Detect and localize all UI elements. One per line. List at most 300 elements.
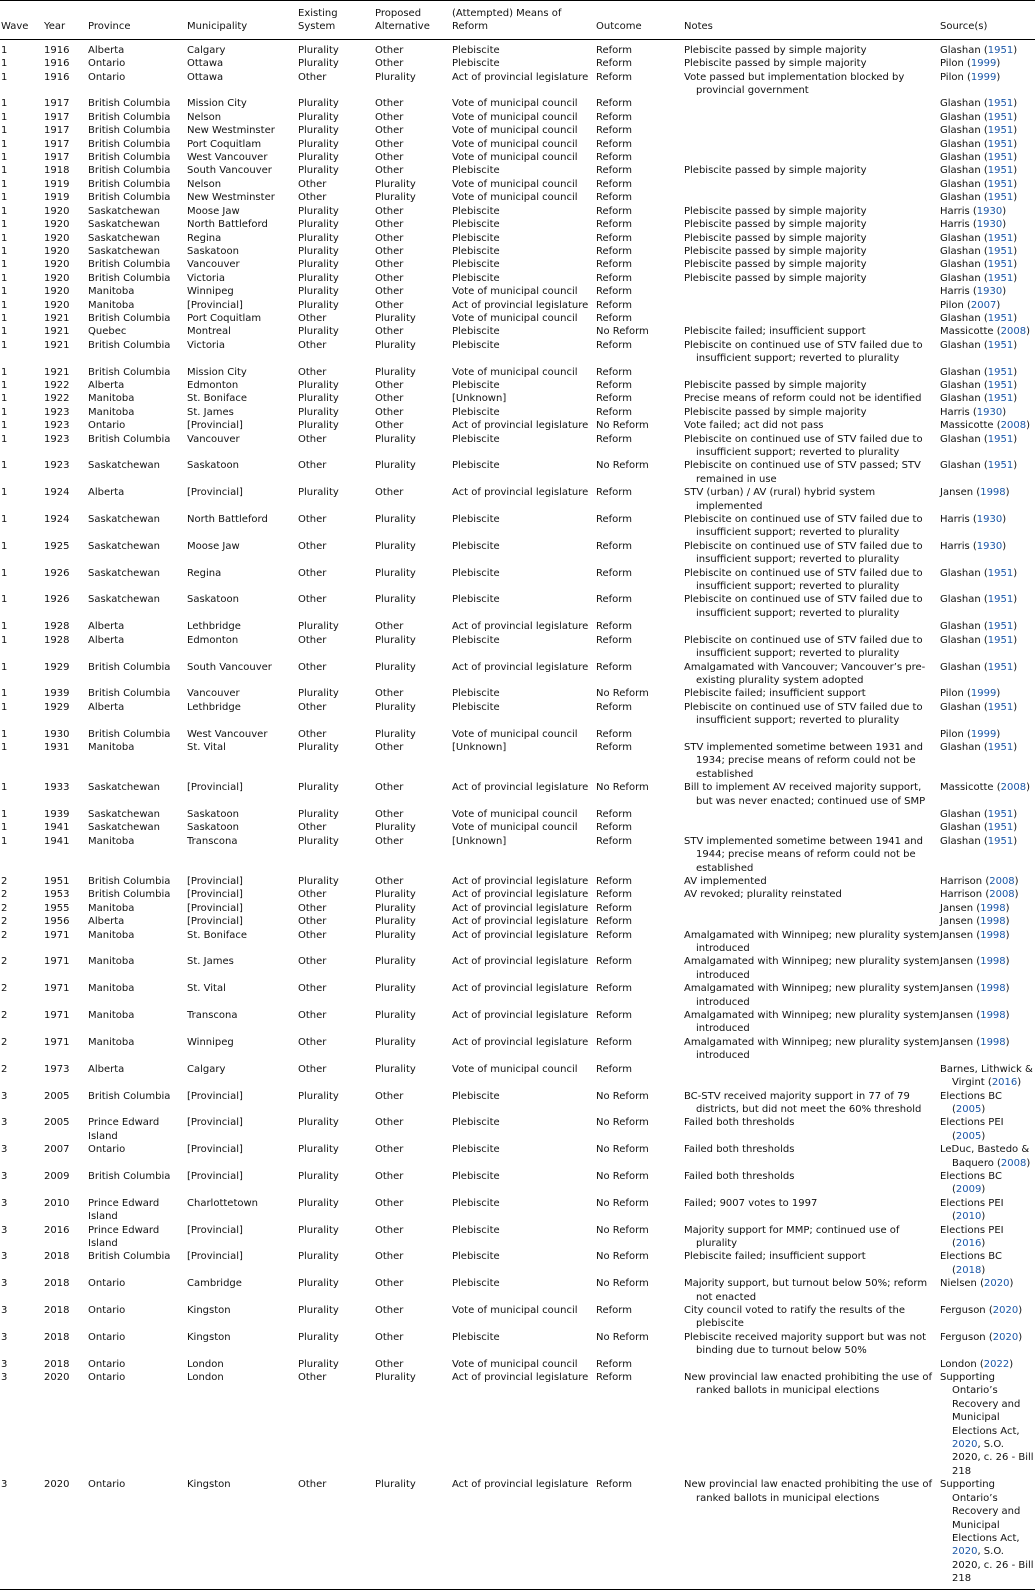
source-year-link[interactable]: 1951 <box>987 379 1014 391</box>
cell-means-of-reform: Plebiscite <box>452 245 500 257</box>
cell-municipality: [Provincial] <box>187 782 243 794</box>
cell-municipality: [Provincial] <box>187 1090 243 1102</box>
table-row <box>0 513 1035 540</box>
source-year-link[interactable]: 1930 <box>976 514 1003 526</box>
source-year-link[interactable]: 1951 <box>987 661 1014 673</box>
cell-wave: 1 <box>1 822 8 834</box>
cell-province: British Columbia <box>88 125 171 137</box>
cell-notes <box>684 915 940 928</box>
source-author: Harris ( <box>940 205 977 217</box>
source-year-link[interactable]: 1998 <box>980 916 1006 928</box>
cell-outcome: Reform <box>596 339 632 351</box>
cell-means-of-reform: Plebiscite <box>452 339 500 351</box>
cell-municipality: Nelson <box>187 111 222 123</box>
cell-outcome: Reform <box>596 165 632 177</box>
notes-text: Failed both thresholds <box>684 1170 795 1182</box>
cell-municipality: St. James <box>187 956 234 968</box>
source-year-link[interactable]: 1998 <box>980 929 1006 941</box>
cell-proposed-alternative: Other <box>375 245 404 257</box>
cell-wave: 3 <box>1 1144 8 1156</box>
source-suffix: ) <box>1005 956 1010 968</box>
cell-sources <box>940 138 1035 151</box>
cell-means-of-reform: Vote of municipal council <box>452 178 578 190</box>
source-year-link[interactable]: 1999 <box>970 728 997 740</box>
cell-outcome: No Reform <box>596 420 649 432</box>
notes-text: Plebiscite passed by simple majority <box>684 205 867 217</box>
cell-notes <box>684 272 940 285</box>
source-year-link[interactable]: 1930 <box>976 286 1003 298</box>
cell-sources <box>940 459 1035 486</box>
cell-municipality: Calgary <box>187 44 226 56</box>
cell-municipality: South Vancouver <box>187 661 272 673</box>
source-year-link[interactable]: 1999 <box>970 58 997 70</box>
source-citation <box>940 258 1035 271</box>
table-row <box>0 178 1035 191</box>
source-year-link[interactable]: 1999 <box>970 71 997 83</box>
cell-municipality: New Westminster <box>187 125 275 137</box>
source-year-link[interactable]: 1951 <box>987 822 1014 834</box>
cell-year: 1922 <box>44 393 70 405</box>
source-year-link[interactable]: 2008 <box>1000 1157 1027 1169</box>
cell-outcome: Reform <box>596 44 632 56</box>
table-row <box>0 915 1035 928</box>
cell-province: Saskatchewan <box>88 782 160 794</box>
source-year-link[interactable]: 1951 <box>987 178 1014 190</box>
source-year-link[interactable]: 2016 <box>955 1237 982 1249</box>
cell-wave: 1 <box>1 44 8 56</box>
cell-sources <box>940 272 1035 285</box>
source-suffix: ) <box>1005 916 1010 928</box>
source-citation <box>940 178 1035 191</box>
cell-municipality: Winnipeg <box>187 1036 234 1048</box>
source-year-link[interactable]: 1998 <box>980 1010 1006 1022</box>
source-year-link[interactable]: 1951 <box>987 634 1014 646</box>
source-citation <box>940 902 1035 915</box>
cell-proposed-alternative: Other <box>375 152 404 164</box>
source-year-link[interactable]: 1951 <box>987 165 1014 177</box>
cell-wave: 1 <box>1 58 8 70</box>
cell-means-of-reform: Act of provincial legislature <box>452 889 589 901</box>
cell-province: Saskatchewan <box>88 245 160 257</box>
source-year-link[interactable]: 2009 <box>955 1184 982 1196</box>
cell-municipality: Lethbridge <box>187 621 241 633</box>
cell-wave: 3 <box>1 1197 8 1209</box>
cell-outcome: Reform <box>596 1036 632 1048</box>
source-year-link[interactable]: 1998 <box>980 1036 1006 1048</box>
source-year-link[interactable]: 1951 <box>987 98 1014 110</box>
source-year-link[interactable]: 1951 <box>987 393 1014 405</box>
cell-outcome: Reform <box>596 393 632 405</box>
cell-province: Saskatchewan <box>88 514 160 526</box>
table-row <box>0 57 1035 70</box>
source-year-link[interactable]: 2018 <box>955 1264 982 1276</box>
cell-means-of-reform: Plebiscite <box>452 567 500 579</box>
source-year-link[interactable]: 1951 <box>987 125 1014 137</box>
source-year-link[interactable]: 2020 <box>992 1305 1019 1316</box>
cell-year: 2005 <box>44 1117 70 1129</box>
source-suffix: ) <box>996 58 1001 70</box>
table-row <box>0 781 1035 808</box>
cell-province: Alberta <box>88 634 125 646</box>
cell-proposed-alternative: Other <box>375 44 404 56</box>
cell-province: Quebec <box>88 326 127 338</box>
cell-wave: 1 <box>1 111 8 123</box>
cell-means-of-reform: Plebiscite <box>452 326 500 338</box>
notes-text: Failed both thresholds <box>684 1117 795 1129</box>
source-year-link[interactable]: 2005 <box>955 1130 982 1142</box>
cell-proposed-alternative: Plurality <box>375 634 416 646</box>
source-year-link[interactable]: 1951 <box>987 594 1014 606</box>
cell-province: Alberta <box>88 44 125 56</box>
cell-year: 1941 <box>44 835 70 847</box>
source-author: Glashan ( <box>940 152 988 164</box>
cell-proposed-alternative: Other <box>375 272 404 284</box>
cell-municipality: West Vancouver <box>187 152 268 164</box>
source-year-link[interactable]: 2008 <box>989 889 1015 901</box>
cell-outcome: Reform <box>596 125 632 137</box>
cell-sources <box>940 902 1035 915</box>
cell-means-of-reform: Plebiscite <box>452 272 500 284</box>
source-citation <box>940 915 1035 928</box>
cell-municipality: Port Coquitlam <box>187 312 262 324</box>
cell-means-of-reform: Plebiscite <box>452 232 500 244</box>
cell-proposed-alternative: Plurality <box>375 916 416 928</box>
cell-wave: 3 <box>1 1278 8 1290</box>
source-year-link[interactable]: 1951 <box>987 111 1014 123</box>
cell-existing-system: Plurality <box>298 1144 339 1156</box>
cell-sources <box>940 245 1035 258</box>
cell-year: 1971 <box>44 1010 70 1022</box>
source-citation <box>940 808 1035 821</box>
cell-existing-system: Other <box>298 822 327 834</box>
cell-outcome: Reform <box>596 808 632 820</box>
source-year-link[interactable]: 2008 <box>989 876 1015 887</box>
cell-sources <box>940 218 1035 231</box>
source-year-link[interactable]: 1930 <box>976 205 1003 217</box>
source-year-link[interactable]: 1951 <box>987 621 1014 633</box>
source-suffix: ) <box>1013 232 1018 244</box>
source-year-link[interactable]: 1951 <box>987 245 1014 257</box>
table-row <box>0 620 1035 633</box>
cell-existing-system: Plurality <box>298 299 339 311</box>
cell-notes <box>684 593 940 620</box>
cell-year: 1916 <box>44 58 70 70</box>
source-year-link[interactable]: 1951 <box>987 232 1014 244</box>
notes-text: Majority support, but turnout below 50%; reform not enacted <box>684 1278 928 1303</box>
source-author: Glashan ( <box>940 393 988 405</box>
source-year-link[interactable]: 1951 <box>987 152 1014 164</box>
source-suffix: ) <box>1013 594 1018 606</box>
source-suffix: ) <box>1002 514 1007 526</box>
source-year-link[interactable]: 1951 <box>987 312 1014 324</box>
cell-outcome: Reform <box>596 299 632 311</box>
cell-outcome: Reform <box>596 902 632 914</box>
source-year-link[interactable]: 2010 <box>955 1211 982 1223</box>
source-citation <box>940 379 1035 392</box>
source-year-link[interactable]: 1951 <box>987 259 1014 271</box>
cell-year: 1926 <box>44 567 70 579</box>
cell-outcome: Reform <box>596 406 632 418</box>
source-citation <box>940 419 1035 432</box>
table-row <box>0 111 1035 124</box>
cell-outcome: Reform <box>596 487 632 499</box>
source-year-link[interactable]: 1951 <box>987 741 1014 753</box>
source-year-link[interactable]: 1998 <box>980 983 1006 995</box>
source-year-link[interactable]: 1951 <box>987 808 1014 820</box>
source-citation <box>940 1036 1035 1049</box>
cell-municipality: [Provincial] <box>187 889 243 901</box>
source-suffix: ) <box>1013 44 1018 56</box>
source-year-link[interactable]: 1951 <box>987 272 1014 284</box>
table-row <box>0 312 1035 325</box>
source-author: Glashan ( <box>940 460 988 472</box>
cell-notes <box>684 1358 940 1371</box>
source-year-link[interactable]: 1998 <box>980 487 1006 499</box>
source-citation <box>940 406 1035 419</box>
notes-text: Plebiscite failed; insufficient support <box>684 1251 866 1263</box>
source-citation <box>940 111 1035 124</box>
source-year-link[interactable]: 2008 <box>1000 782 1027 794</box>
source-citation <box>940 1224 1035 1251</box>
source-year-link[interactable]: 2022 <box>983 1358 1010 1370</box>
cell-existing-system: Plurality <box>298 1170 339 1182</box>
cell-wave: 1 <box>1 621 8 633</box>
cell-wave: 1 <box>1 312 8 324</box>
cell-outcome: Reform <box>596 956 632 968</box>
cell-means-of-reform: Plebiscite <box>452 165 500 177</box>
cell-year: 2010 <box>44 1197 70 1209</box>
cell-outcome: Reform <box>596 178 632 190</box>
cell-sources <box>940 741 1035 781</box>
source-year-link[interactable]: 1998 <box>980 902 1006 914</box>
cell-notes <box>684 1009 940 1036</box>
cell-means-of-reform: Plebiscite <box>452 1144 500 1156</box>
table-row <box>0 151 1035 164</box>
notes-text: Plebiscite passed by simple majority <box>684 245 867 257</box>
cell-outcome: Reform <box>596 661 632 673</box>
cell-municipality: Regina <box>187 232 222 244</box>
source-author: Jansen ( <box>940 1010 981 1022</box>
source-author: Supporting Ontario’s Recovery and Municipal Elections Act, <box>940 1372 1021 1437</box>
cell-outcome: Reform <box>596 1358 632 1370</box>
cell-existing-system: Plurality <box>298 111 339 123</box>
cell-outcome: Reform <box>596 916 632 928</box>
cell-proposed-alternative: Other <box>375 487 404 499</box>
table-row <box>0 299 1035 312</box>
cell-proposed-alternative: Plurality <box>375 514 416 526</box>
cell-means-of-reform: Plebiscite <box>452 701 500 713</box>
cell-sources <box>940 71 1035 98</box>
table-row <box>0 1304 1035 1331</box>
table-row <box>0 902 1035 915</box>
cell-year: 1919 <box>44 178 70 190</box>
cell-municipality: Edmonton <box>187 634 239 646</box>
table-row <box>0 39 1035 57</box>
cell-year: 1924 <box>44 487 70 499</box>
source-citation <box>940 151 1035 164</box>
source-author: Glashan ( <box>940 98 988 110</box>
cell-municipality: Winnipeg <box>187 286 234 298</box>
cell-province: Ontario <box>88 1278 126 1290</box>
cell-notes <box>684 111 940 124</box>
cell-province: Manitoba <box>88 983 135 995</box>
source-year-link[interactable]: 2020 <box>952 1439 978 1451</box>
cell-year: 2018 <box>44 1358 70 1370</box>
cell-province: British Columbia <box>88 259 171 271</box>
source-year-link[interactable]: 1930 <box>976 219 1003 231</box>
source-suffix: ) <box>1013 661 1018 673</box>
notes-text: AV implemented <box>684 876 767 887</box>
source-citation <box>940 191 1035 204</box>
cell-province: British Columbia <box>88 688 171 700</box>
cell-municipality: Saskatoon <box>187 808 239 820</box>
table-row <box>0 808 1035 821</box>
cell-notes <box>684 982 940 1009</box>
table-row <box>0 138 1035 151</box>
source-year-link[interactable]: 1998 <box>980 956 1006 968</box>
table-row <box>0 875 1035 888</box>
cell-province: Saskatchewan <box>88 219 160 231</box>
cell-notes <box>684 634 940 661</box>
cell-municipality: Charlottetown <box>187 1197 259 1209</box>
cell-municipality: Ottawa <box>187 58 224 70</box>
cell-sources <box>940 1143 1035 1170</box>
cell-existing-system: Plurality <box>298 808 339 820</box>
source-citation <box>940 366 1035 379</box>
table-row <box>0 1009 1035 1036</box>
cell-year: 1920 <box>44 259 70 271</box>
source-author: Glashan ( <box>940 594 988 606</box>
cell-municipality: [Provincial] <box>187 1251 243 1263</box>
source-year-link[interactable]: 2016 <box>991 1077 1018 1089</box>
source-year-link[interactable]: 1951 <box>987 701 1014 713</box>
cell-outcome: Reform <box>596 889 632 901</box>
cell-outcome: Reform <box>596 205 632 217</box>
cell-wave: 1 <box>1 125 8 137</box>
cell-notes <box>684 232 940 245</box>
source-year-link[interactable]: 1951 <box>987 366 1014 378</box>
source-suffix: ) <box>1013 433 1018 445</box>
source-year-link[interactable]: 1951 <box>987 460 1014 472</box>
source-year-link[interactable]: 2020 <box>983 1278 1010 1290</box>
notes-text: Amalgamated with Winnipeg; new plurality system introduced <box>684 983 940 1008</box>
source-year-link[interactable]: 1999 <box>970 688 997 700</box>
cell-means-of-reform: Plebiscite <box>452 1251 500 1263</box>
cell-notes <box>684 151 940 164</box>
source-year-link[interactable]: 1951 <box>987 339 1014 351</box>
source-suffix: ) <box>981 1237 986 1249</box>
notes-text: Plebiscite passed by simple majority <box>684 272 867 284</box>
source-year-link[interactable]: 2020 <box>992 1331 1019 1343</box>
notes-text: Plebiscite received majority support but was not binding due to turnout below 50% <box>684 1331 926 1357</box>
source-year-link[interactable]: 2008 <box>1000 420 1027 432</box>
cell-means-of-reform: Act of provincial legislature <box>452 621 589 633</box>
cell-year: 1924 <box>44 514 70 526</box>
cell-proposed-alternative: Plurality <box>375 339 416 351</box>
cell-proposed-alternative: Other <box>375 1358 404 1370</box>
source-year-link[interactable]: 1930 <box>976 540 1003 552</box>
cell-province: Manitoba <box>88 929 135 941</box>
cell-notes <box>684 513 940 540</box>
table-row <box>0 634 1035 661</box>
source-year-link[interactable]: 2020 <box>952 1546 978 1558</box>
cell-year: 1951 <box>44 876 70 887</box>
table-row <box>0 339 1035 366</box>
source-author: Jansen ( <box>940 916 981 928</box>
cell-notes <box>684 1063 940 1090</box>
cell-means-of-reform: Vote of municipal council <box>452 125 578 137</box>
source-author: Glashan ( <box>940 822 988 834</box>
cell-outcome: Reform <box>596 1063 632 1075</box>
source-suffix: ) <box>1013 245 1018 257</box>
source-year-link[interactable]: 1951 <box>987 138 1014 150</box>
cell-proposed-alternative: Other <box>375 165 404 177</box>
source-suffix: ) <box>1002 205 1007 217</box>
cell-existing-system: Plurality <box>298 379 339 391</box>
source-year-link[interactable]: 2007 <box>970 299 997 311</box>
cell-year: 1926 <box>44 594 70 606</box>
cell-municipality: Calgary <box>187 1063 226 1075</box>
source-year-link[interactable]: 2005 <box>955 1103 982 1115</box>
notes-text: City council voted to ratify the results of the plebiscite <box>684 1305 906 1330</box>
cell-year: 1941 <box>44 822 70 834</box>
source-year-link[interactable]: 1951 <box>987 44 1014 56</box>
cell-year: 1922 <box>44 379 70 391</box>
source-year-link[interactable]: 1951 <box>987 433 1014 445</box>
source-year-link[interactable]: 2008 <box>1000 326 1027 338</box>
cell-year: 1921 <box>44 326 70 338</box>
cell-wave: 2 <box>1 1010 8 1022</box>
cell-municipality: [Provincial] <box>187 1144 243 1156</box>
source-citation <box>940 634 1035 647</box>
source-suffix: , S.O. 2020, c. 26 - Bill 218 <box>952 1546 1034 1585</box>
cell-province: British Columbia <box>88 192 171 204</box>
cell-existing-system: Other <box>298 460 327 472</box>
source-citation <box>940 741 1035 754</box>
source-suffix: ) <box>1018 1305 1023 1316</box>
cell-province: British Columbia <box>88 111 171 123</box>
cell-notes <box>684 728 940 741</box>
header-proposed-alternative: Proposed Alternative <box>375 1 452 40</box>
cell-outcome: Reform <box>596 98 632 110</box>
source-year-link[interactable]: 1951 <box>987 567 1014 579</box>
source-citation <box>940 567 1035 580</box>
source-suffix: ) <box>1005 1036 1010 1048</box>
cell-sources <box>940 821 1035 834</box>
cell-notes <box>684 888 940 901</box>
source-year-link[interactable]: 1951 <box>987 192 1014 204</box>
cell-means-of-reform: [Unknown] <box>452 741 507 753</box>
source-year-link[interactable]: 1951 <box>987 835 1014 847</box>
cell-means-of-reform: Plebiscite <box>452 594 500 606</box>
cell-year: 1971 <box>44 983 70 995</box>
cell-proposed-alternative: Other <box>375 125 404 137</box>
source-suffix: ) <box>1013 460 1018 472</box>
cell-sources <box>940 701 1035 728</box>
source-citation <box>940 218 1035 231</box>
source-year-link[interactable]: 1930 <box>976 406 1003 418</box>
cell-proposed-alternative: Plurality <box>375 956 416 968</box>
cell-province: Manitoba <box>88 741 135 753</box>
cell-sources <box>940 164 1035 177</box>
cell-wave: 3 <box>1 1251 8 1263</box>
cell-wave: 3 <box>1 1305 8 1316</box>
cell-notes <box>684 955 940 982</box>
table-row <box>0 459 1035 486</box>
cell-wave: 1 <box>1 178 8 190</box>
source-citation <box>940 821 1035 834</box>
cell-outcome: No Reform <box>596 1170 649 1182</box>
